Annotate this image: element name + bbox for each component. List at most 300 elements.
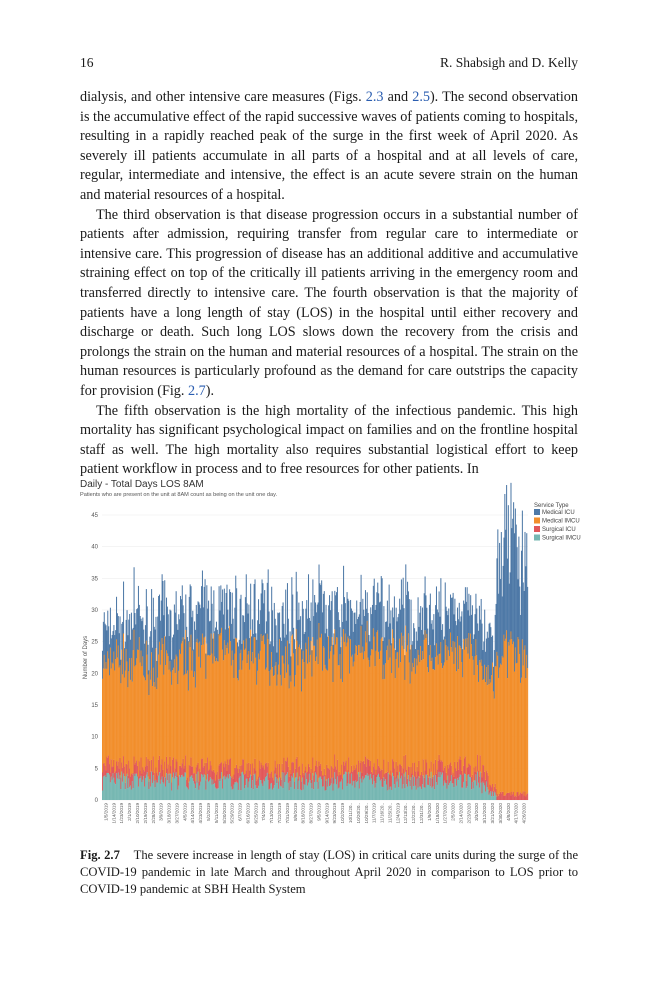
bar-segment	[210, 621, 211, 656]
bar-segment	[477, 623, 478, 665]
bar-segment	[198, 601, 199, 642]
bar-segment	[368, 776, 369, 800]
bar-segment	[476, 773, 477, 786]
bar-segment	[196, 767, 197, 774]
x-tick-label: 6/16/2019	[245, 803, 251, 824]
bar-segment	[255, 579, 256, 637]
bar-segment	[123, 582, 124, 634]
bar-segment	[302, 764, 303, 778]
x-tick-label: 2/1/2019	[127, 803, 133, 821]
bar-segment	[314, 595, 315, 646]
bar-segment	[475, 772, 476, 781]
bar-segment	[304, 679, 305, 770]
bar-segment	[256, 685, 257, 781]
bar-segment	[216, 658, 217, 774]
bar-segment	[360, 763, 361, 772]
x-tick-label: 3/27/2019	[174, 803, 180, 824]
paragraph-text: dialysis, and other intensive care measures (Figs.	[80, 89, 366, 105]
bar-segment	[489, 623, 490, 680]
bar-segment	[329, 659, 330, 769]
bar-segment	[155, 768, 156, 780]
bar-segment	[267, 634, 268, 767]
bar-segment	[503, 792, 504, 800]
bar-segment	[451, 647, 452, 766]
bar-segment	[408, 591, 409, 633]
bar-segment	[513, 642, 514, 792]
bar-segment	[184, 777, 185, 800]
bar-segment	[252, 652, 253, 763]
bar-segment	[335, 779, 336, 800]
bar-segment	[196, 642, 197, 767]
bar-segment	[398, 668, 399, 779]
bar-segment	[319, 583, 320, 637]
y-tick-label: 45	[91, 513, 98, 519]
bar-segment	[404, 649, 405, 756]
bar-segment	[135, 762, 136, 773]
bar-segment	[446, 789, 447, 800]
figure-reference-link[interactable]: 2.7	[187, 382, 206, 399]
figure-reference-link[interactable]: 2.5	[412, 89, 430, 105]
bar-segment	[326, 781, 327, 790]
bar-segment	[469, 764, 470, 777]
bar-segment	[309, 618, 310, 662]
bar-segment	[401, 766, 402, 776]
bar-segment	[373, 586, 374, 629]
x-tick-label: 1/9/2020	[426, 803, 432, 821]
bar-segment	[243, 775, 244, 800]
bar-segment	[140, 770, 141, 778]
bar-segment	[474, 780, 475, 800]
bar-segment	[461, 771, 462, 788]
bar-segment	[272, 610, 273, 667]
bar-segment	[233, 660, 234, 779]
x-tick-label: 4/8/2020	[505, 803, 511, 821]
bar-segment	[226, 593, 227, 645]
bar-segment	[337, 587, 338, 637]
bar-segment	[354, 654, 355, 770]
bar-segment	[517, 792, 518, 800]
x-tick-label: 4/26/2020	[521, 803, 527, 824]
caption-text: The severe increase in length of stay (LOS) in critical care units during the surge of the COVID-19 pandemic in late March and throughout April 2020 in comparison to LOS prior to COVID-19 pandemic at SBH Health System	[80, 848, 579, 896]
bar-segment	[281, 787, 282, 800]
bar-segment	[277, 675, 278, 765]
bar-segment	[416, 776, 417, 789]
bar-segment	[226, 645, 227, 764]
bar-segment	[508, 505, 509, 642]
bar-segment	[510, 795, 511, 800]
bar-segment	[490, 786, 491, 792]
bar-segment	[102, 651, 103, 679]
bar-segment	[405, 772, 406, 800]
bar-segment	[354, 613, 355, 654]
bar-segment	[104, 612, 105, 655]
bar-segment	[411, 600, 412, 645]
bar-segment	[495, 793, 496, 800]
bar-segment	[160, 665, 161, 773]
bar-segment	[247, 763, 248, 778]
bar-segment	[180, 654, 181, 766]
bar-segment	[416, 790, 417, 800]
bar-segment	[266, 763, 267, 776]
legend-swatch	[534, 535, 540, 541]
bar-segment	[258, 776, 259, 785]
bar-segment	[133, 788, 134, 800]
bar-segment	[421, 660, 422, 772]
bar-segment	[345, 603, 346, 633]
bar-segment	[452, 783, 453, 800]
bar-segment	[418, 627, 419, 655]
bar-segment	[382, 787, 383, 800]
bar-segment	[323, 786, 324, 800]
bar-segment	[281, 780, 282, 787]
bar-segment	[333, 645, 334, 682]
bar-segment	[226, 777, 227, 800]
bar-segment	[421, 630, 422, 660]
bar-segment	[361, 779, 362, 800]
bar-segment	[147, 606, 148, 654]
bar-segment	[354, 770, 355, 788]
bar-segment	[385, 663, 386, 773]
bar-segment	[198, 763, 199, 772]
bar-segment	[306, 649, 307, 772]
bar-segment	[105, 669, 106, 766]
bar-segment	[388, 773, 389, 800]
bar-segment	[496, 797, 497, 800]
bar-segment	[224, 767, 225, 776]
bar-segment	[350, 784, 351, 800]
bar-segment	[132, 774, 133, 781]
bar-segment	[141, 621, 142, 666]
bar-segment	[406, 770, 407, 785]
bar-segment	[459, 645, 460, 759]
bar-segment	[145, 680, 146, 766]
bar-segment	[193, 649, 194, 677]
bar-segment	[431, 624, 432, 661]
x-tick-label: 3/9/2019	[158, 803, 164, 821]
bar-segment	[266, 621, 267, 667]
bar-segment	[133, 773, 134, 788]
bar-segment	[488, 775, 489, 789]
bar-segment	[417, 665, 418, 766]
bar-segment	[429, 655, 430, 768]
bar-segment	[258, 654, 259, 777]
bar-segment	[377, 759, 378, 775]
bar-segment	[137, 650, 138, 766]
bar-segment	[449, 764, 450, 782]
bar-segment	[239, 640, 240, 670]
bar-segment	[233, 619, 234, 660]
bar-segment	[419, 613, 420, 662]
paragraph-text: and	[383, 89, 413, 105]
bar-segment	[177, 776, 178, 790]
bar-segment	[494, 699, 495, 787]
bar-segment	[198, 657, 199, 781]
bar-segment	[492, 662, 493, 783]
bar-segment	[290, 676, 291, 770]
bar-segment	[286, 761, 287, 774]
bar-segment	[241, 772, 242, 800]
x-tick-label: 8/27/2019	[308, 803, 314, 824]
bar-segment	[480, 772, 481, 800]
bar-segment	[373, 628, 374, 766]
bar-segment	[264, 769, 265, 781]
bar-segment	[390, 787, 391, 800]
bar-segment	[352, 772, 353, 786]
bar-segment	[355, 768, 356, 780]
bar-segment	[300, 790, 301, 800]
bar-segment	[241, 670, 242, 765]
bar-segment	[446, 780, 447, 789]
bar-segment	[184, 613, 185, 675]
bar-segment	[276, 686, 277, 775]
bar-segment	[400, 778, 401, 800]
bar-segment	[485, 780, 486, 792]
bar-segment	[261, 634, 262, 762]
bar-segment	[414, 777, 415, 800]
bar-segment	[204, 587, 205, 638]
bar-segment	[490, 683, 491, 786]
bar-segment	[432, 788, 433, 800]
bar-segment	[476, 655, 477, 772]
bar-segment	[456, 771, 457, 786]
bar-segment	[300, 616, 301, 648]
bar-segment	[272, 667, 273, 777]
bar-segment	[510, 631, 511, 795]
bar-segment	[181, 599, 182, 643]
bar-segment	[500, 792, 501, 800]
paragraph-text: The third observation is that disease progression occurs in a substantial number of patients after admission, requiring transfer from regular care to intermediate or intensive care. This progression of disease has an additional additive and accumulative straining effect on top of the critically ill patients arriving in the emergency room and transferred directly to intensive care. The fourth observation is that the majority of patients have a long length of stay (LOS) in the hospital until either recovery and discharge or death. Such long LOS slows down the recovery from the crisis and prolongs the strain on the human and material resources of a hospital. The strain on the human resources is particularly profound as the demand for care outstrips the capacity for provision (Fig.	[80, 206, 578, 399]
bar-segment	[515, 509, 516, 648]
bar-segment	[299, 766, 300, 777]
bar-segment	[485, 652, 486, 682]
bar-segment	[149, 761, 150, 779]
bar-segment	[155, 780, 156, 800]
bar-segment	[457, 762, 458, 778]
bar-segment	[251, 661, 252, 775]
bar-segment	[311, 780, 312, 789]
bar-segment	[150, 772, 151, 787]
bar-segment	[196, 605, 197, 642]
bar-segment	[153, 668, 154, 757]
page-number: 16	[80, 55, 94, 70]
bar-segment	[431, 661, 432, 761]
bar-segment	[383, 606, 384, 665]
bar-segment	[144, 771, 145, 786]
bar-segment	[203, 777, 204, 800]
bar-segment	[291, 776, 292, 800]
bar-segment	[489, 785, 490, 793]
bar-segment	[416, 659, 417, 777]
bar-segment	[378, 774, 379, 800]
bar-segment	[300, 649, 301, 775]
bar-segment	[124, 648, 125, 677]
bar-segment	[391, 790, 392, 800]
bar-segment	[247, 779, 248, 800]
bar-segment	[212, 780, 213, 800]
bar-segment	[330, 785, 331, 800]
x-tick-label: 11/16/20..	[379, 803, 385, 824]
bar-segment	[277, 613, 278, 675]
bar-segment	[522, 639, 523, 793]
bar-segment	[144, 677, 145, 771]
bar-segment	[527, 793, 528, 800]
bar-segment	[172, 637, 173, 670]
bar-segment	[456, 786, 457, 800]
bar-segment	[254, 775, 255, 800]
bar-segment	[421, 789, 422, 800]
bar-segment	[125, 671, 126, 783]
bar-segment	[134, 764, 135, 776]
bar-segment	[112, 662, 113, 767]
x-tick-label: 5/29/2019	[229, 803, 235, 824]
bar-segment	[170, 774, 171, 800]
bar-segment	[191, 586, 192, 634]
bar-segment	[175, 673, 176, 768]
bar-segment	[177, 684, 178, 775]
bar-segment	[411, 645, 412, 672]
bar-segment	[370, 774, 371, 800]
bar-segment	[453, 664, 454, 777]
bar-segment	[190, 584, 191, 647]
bar-segment	[292, 634, 293, 762]
bar-segment	[322, 776, 323, 787]
bar-segment	[246, 770, 247, 778]
bar-segment	[416, 632, 417, 659]
bar-segment	[527, 668, 528, 793]
bar-segment	[368, 635, 369, 660]
bar-segment	[259, 624, 260, 659]
y-tick-label: 30	[91, 608, 98, 614]
bar-segment	[437, 609, 438, 655]
bar-segment	[239, 778, 240, 800]
bar-segment	[263, 603, 264, 635]
x-tick-label: 2/5/2020	[450, 803, 456, 821]
bar-segment	[306, 779, 307, 800]
bar-segment	[258, 599, 259, 653]
bar-segment	[104, 776, 105, 800]
bar-segment	[400, 662, 401, 764]
bar-segment	[281, 641, 282, 686]
bar-segment	[254, 584, 255, 637]
bar-segment	[482, 782, 483, 800]
bar-segment	[340, 627, 341, 654]
bar-segment	[488, 789, 489, 800]
bar-segment	[160, 784, 161, 800]
bar-segment	[358, 772, 359, 800]
bar-segment	[451, 598, 452, 647]
bar-segment	[132, 781, 133, 800]
bar-segment	[221, 602, 222, 628]
bar-segment	[295, 649, 296, 675]
bar-segment	[488, 665, 489, 775]
bar-segment	[380, 602, 381, 651]
bar-segment	[454, 599, 455, 642]
bar-segment	[243, 759, 244, 774]
bar-segment	[117, 778, 118, 800]
bar-segment	[224, 776, 225, 800]
figure-reference-link[interactable]: 2.3	[365, 89, 384, 105]
bar-segment	[326, 605, 327, 669]
bar-segment	[428, 785, 429, 800]
bar-segment	[332, 767, 333, 778]
bar-segment	[297, 773, 298, 800]
bar-segment	[302, 659, 303, 763]
bar-segment	[252, 780, 253, 800]
bar-segment	[442, 624, 443, 668]
bar-segment	[275, 774, 276, 800]
bar-segment	[409, 781, 410, 800]
bar-segment	[261, 763, 262, 780]
bar-segment	[333, 682, 334, 777]
x-tick-label: 4/5/2019	[182, 803, 188, 821]
bar-segment	[191, 635, 192, 758]
bar-segment	[201, 586, 202, 645]
bar-segment	[272, 790, 273, 800]
bar-segment	[235, 576, 236, 638]
bar-segment	[358, 760, 359, 772]
bar-segment	[373, 775, 374, 800]
bar-segment	[335, 766, 336, 779]
bar-segment	[368, 613, 369, 658]
bar-segment	[318, 789, 319, 800]
bar-segment	[192, 651, 193, 767]
bar-segment	[221, 762, 222, 772]
bar-segment	[198, 790, 199, 800]
bar-segment	[233, 779, 234, 789]
bar-segment	[269, 789, 270, 800]
bar-segment	[122, 768, 123, 782]
bar-segment	[181, 768, 182, 776]
bar-segment	[223, 614, 224, 660]
bar-segment	[249, 638, 250, 670]
bar-segment	[216, 774, 217, 788]
bar-segment	[212, 639, 213, 664]
bar-segment	[124, 678, 125, 767]
bar-segment	[158, 760, 159, 776]
bar-segment	[170, 672, 171, 766]
bar-segment	[388, 627, 389, 660]
bar-segment	[418, 761, 419, 776]
bar-segment	[327, 671, 328, 769]
bar-segment	[145, 625, 146, 680]
bar-segment	[495, 784, 496, 793]
bar-segment	[381, 779, 382, 800]
bar-segment	[352, 611, 353, 655]
bar-segment	[475, 656, 476, 771]
bar-segment	[368, 658, 369, 760]
bar-segment	[291, 762, 292, 775]
bar-segment	[112, 635, 113, 663]
bar-segment	[184, 675, 185, 768]
bar-segment	[304, 770, 305, 785]
bar-segment	[142, 767, 143, 780]
bar-segment	[423, 759, 424, 775]
bar-segment	[315, 661, 316, 765]
bar-segment	[169, 757, 170, 774]
bar-segment	[366, 643, 367, 767]
x-tick-label: 3/30/2020	[497, 803, 503, 824]
bar-segment	[342, 682, 343, 778]
bar-segment	[153, 756, 154, 775]
bar-segment	[484, 610, 485, 665]
bar-segment	[375, 769, 376, 788]
bar-segment	[181, 775, 182, 800]
bar-segment	[140, 663, 141, 771]
bar-segment	[355, 645, 356, 768]
bar-segment	[517, 663, 518, 792]
bar-segment	[314, 782, 315, 800]
bar-segment	[517, 637, 518, 792]
